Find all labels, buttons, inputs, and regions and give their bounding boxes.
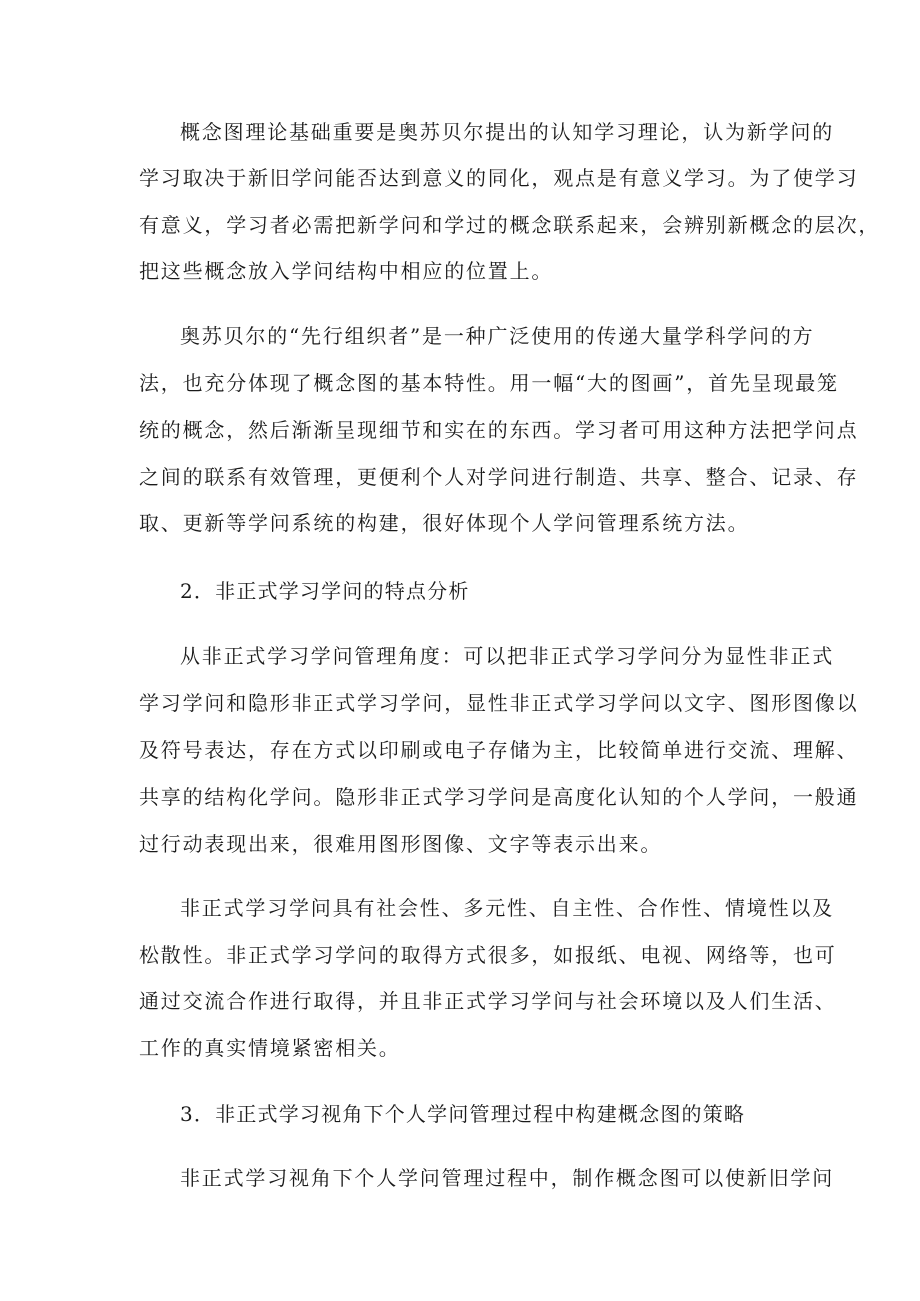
paragraph-line: 非正式学习视角下个人学问管理过程中，制作概念图可以使新旧学问	[180, 1166, 834, 1190]
paragraph-line: 有意义，学习者必需把新学问和学过的概念联系起来，会辨别新概念的层次，	[139, 213, 881, 237]
paragraph-line: 从非正式学习学问管理角度：可以把非正式学习学问分为显性非正式	[180, 644, 834, 668]
section-heading-3: 3．非正式学习视角下个人学问管理过程中构建概念图的策略	[180, 1102, 746, 1126]
paragraph-line: 把这些概念放入学问结构中相应的位置上。	[139, 259, 554, 283]
paragraph-line: 概念图理论基础重要是奥苏贝尔提出的认知学习理论，认为新学问的	[180, 120, 834, 144]
paragraph-line: 共享的结构化学问。隐形非正式学习学问是高度化认知的个人学问，一般通	[139, 785, 859, 809]
paragraph-line: 工作的真实情境紧密相关。	[139, 1036, 401, 1060]
section-heading-2: 2．非正式学习学问的特点分析	[180, 579, 470, 603]
paragraph-line: 取、更新等学问系统的构建，很好体现个人学问管理系统方法。	[139, 511, 750, 535]
paragraph-line: 统的概念，然后渐渐呈现细节和实在的东西。学习者可用这种方法把学问点	[139, 418, 859, 442]
paragraph-line: 之间的联系有效管理，更便利个人对学问进行制造、共享、整合、记录、存	[139, 465, 859, 489]
paragraph-line: 松散性。非正式学习学问的取得方式很多，如报纸、电视、网络等，也可	[139, 943, 837, 967]
paragraph-line: 通过交流合作进行取得，并且非正式学习学问与社会环境以及人们生活、	[139, 989, 837, 1013]
paragraph-line: 过行动表现出来，很难用图形图像、文字等表示出来。	[139, 832, 663, 856]
paragraph-line: 非正式学习学问具有社会性、多元性、自主性、合作性、情境性以及	[180, 896, 834, 920]
paragraph-line: 法，也充分体现了概念图的基本特性。用一幅“大的图画”，首先呈现最笼	[139, 371, 839, 395]
paragraph-line: 及符号表达，存在方式以印刷或电子存储为主，比较简单进行交流、理解、	[139, 738, 859, 762]
paragraph-line: 学习取决于新旧学问能否达到意义的同化，观点是有意义学习。为了使学习	[139, 166, 859, 190]
paragraph-line: 奥苏贝尔的“先行组织者”是一种广泛使用的传递大量学科学问的方	[180, 324, 815, 348]
paragraph-line: 学习学问和隐形非正式学习学问，显性非正式学习学问以文字、图形图像以	[139, 691, 859, 715]
